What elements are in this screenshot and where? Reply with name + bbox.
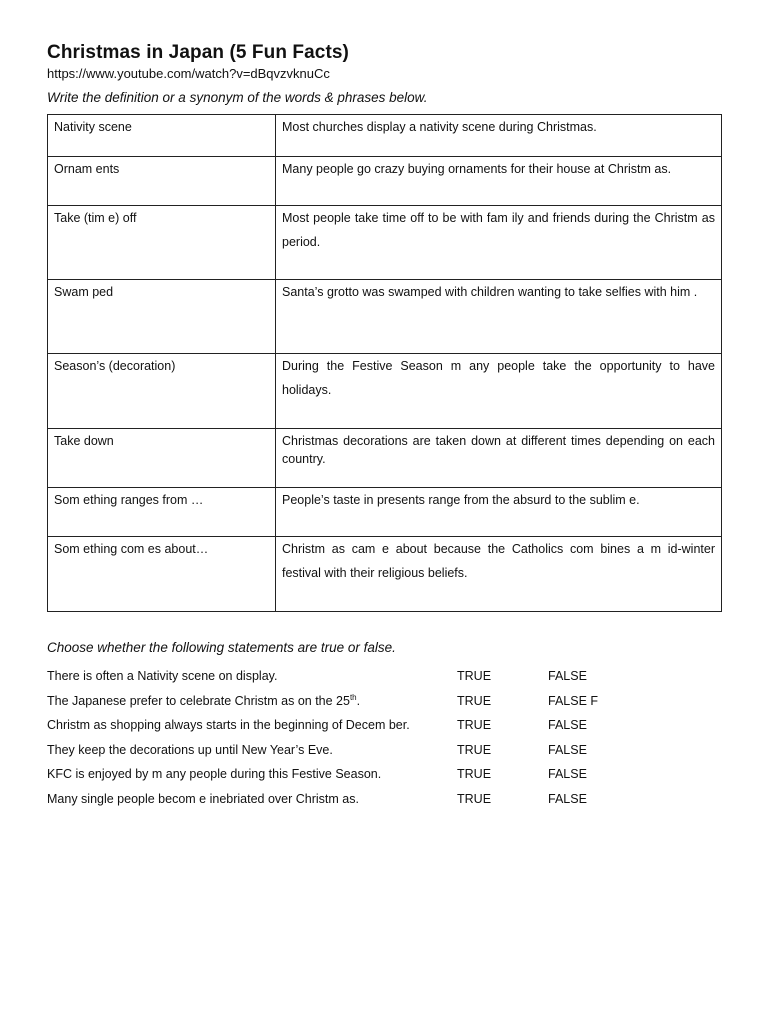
vocab-term: Ornam ents — [48, 157, 276, 206]
ordinal-suffix: th — [349, 692, 357, 702]
vocab-sentence: Santa’s grotto was swamped with children wanting to take selfies with him . — [276, 280, 722, 354]
statement-text: There is often a Nativity scene on display. — [47, 669, 278, 683]
false-option[interactable]: FALSE — [548, 742, 587, 757]
vocab-term: Take down — [48, 429, 276, 488]
vocab-term: Take (tim e) off — [48, 206, 276, 280]
vocab-table — [47, 114, 722, 612]
vocab-term: Swam ped — [48, 280, 276, 354]
video-url[interactable]: https://www.youtube.com/watch?v=dBqvzvknuCc — [47, 66, 330, 81]
table-row — [48, 354, 722, 429]
statement-row — [47, 713, 722, 738]
false-option[interactable]: FALSE — [548, 718, 587, 732]
false-option[interactable]: FALSE — [548, 791, 587, 806]
statement-row — [47, 738, 722, 763]
vocab-term: Nativity scene — [48, 115, 276, 157]
vocab-sentence: During the Festive Season m any people take the opportunity to have holidays. — [276, 354, 722, 429]
true-option[interactable]: TRUE — [457, 767, 492, 781]
table-row — [48, 157, 722, 206]
statement-row — [47, 664, 722, 689]
true-option[interactable]: TRUE — [457, 791, 492, 806]
statement-text: They keep the decorations up until New Year’s Eve. — [47, 742, 333, 757]
table-row — [48, 280, 722, 354]
true-false-instruction: Choose whether the following statements are true or false. — [47, 640, 396, 655]
table-row — [48, 429, 722, 488]
page-title: Christmas in Japan (5 Fun Facts) — [47, 42, 349, 63]
vocab-sentence: People’s taste in presents range from the absurd to the sublim e. — [276, 488, 722, 537]
vocab-sentence: Most churches display a nativity scene during Christmas. — [276, 115, 722, 157]
vocab-instruction: Write the definition or a synonym of the words & phrases below. — [47, 90, 428, 105]
false-option[interactable]: FALSE — [548, 767, 587, 781]
vocab-sentence: Christm as cam e about because the Catholics com bines a m id-winter festival with their religious beliefs. — [276, 537, 722, 612]
table-row — [48, 115, 722, 157]
true-option[interactable]: TRUE — [457, 718, 492, 732]
vocab-sentence: Many people go crazy buying ornaments for their house at Christm as. — [276, 157, 722, 206]
statement-text — [47, 689, 360, 713]
vocab-term: Som ething com es about… — [48, 537, 276, 612]
statement-end: . — [356, 693, 361, 708]
true-option[interactable]: TRUE — [457, 693, 492, 708]
vocab-sentence: Christmas decorations are taken down at different times depending on each country. — [276, 429, 722, 488]
statement-text: KFC is enjoyed by m any people during this Festive Season. — [47, 767, 382, 781]
statement-text: Christm as shopping always starts in the beginning of Decem ber. — [47, 718, 410, 732]
statement-text: Many single people becom e inebriated over Christm as. — [47, 791, 359, 806]
table-row — [48, 206, 722, 280]
vocab-sentence: Most people take time off to be with fam ily and friends during the Christm as period. — [276, 206, 722, 280]
vocab-term: Som ething ranges from … — [48, 488, 276, 537]
vocab-term: Season’s (decoration) — [48, 354, 276, 429]
statement-row — [47, 787, 722, 812]
true-option[interactable]: TRUE — [457, 742, 492, 757]
statement-row — [47, 762, 722, 787]
table-row — [48, 488, 722, 537]
table-row — [48, 537, 722, 612]
true-option[interactable]: TRUE — [457, 669, 492, 683]
false-option[interactable]: FALSE F — [548, 693, 599, 708]
statement-main: The Japanese prefer to celebrate Christm as on the 25 — [47, 693, 350, 708]
worksheet-page — [47, 40, 722, 811]
false-option[interactable]: FALSE — [548, 669, 587, 683]
statement-row — [47, 689, 722, 714]
